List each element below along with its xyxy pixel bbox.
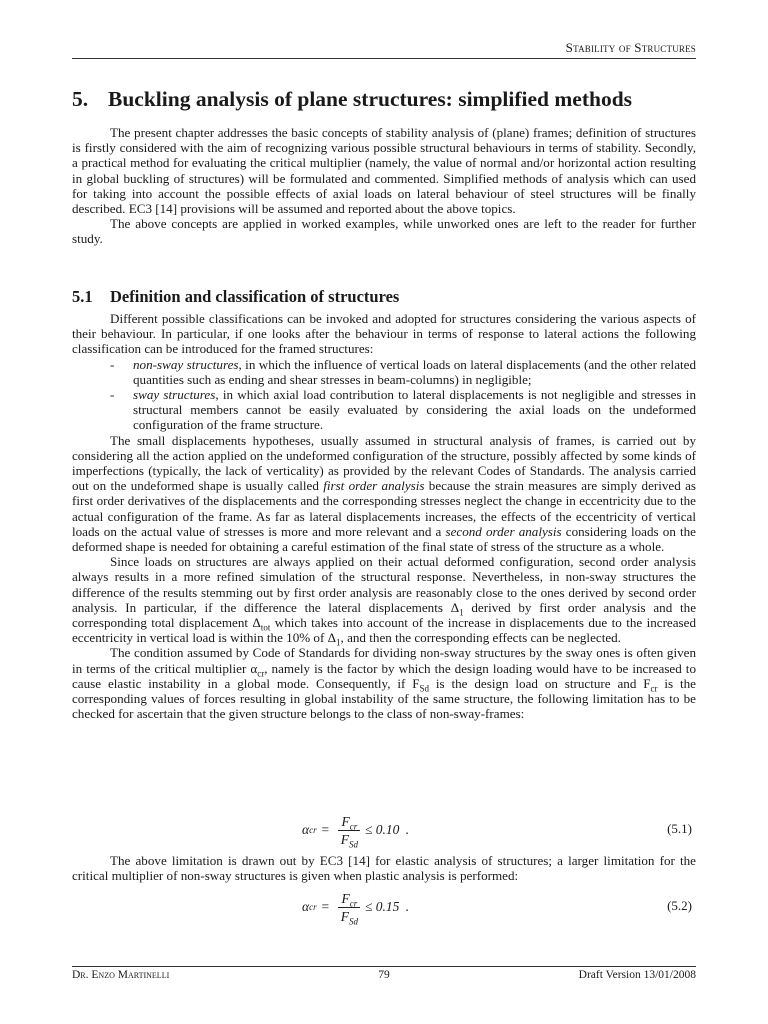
intro-paragraph-2: The above concepts are applied in worked examples, while unworked ones are left to the reader for further study. [72,216,696,247]
list-term: sway structures [133,387,216,403]
term-first-order: first order analysis [323,478,425,494]
section-number: 5.1 [72,287,93,306]
list-text: , in which axial load contribution to lateral displacements is not negligible and stresses in structural members cannot be easily evaluated by considering the axial loads on the undeformed configuration of the frame structure. [133,387,696,433]
list-item [72,387,696,433]
structure-classification-list [72,357,696,433]
term-second-order: second order analysis [445,523,562,539]
list-term: non-sway structures [133,356,239,372]
equation-number: (5.1) [667,821,692,836]
chapter-title [72,86,696,112]
fraction: $\frac{F_{cr}}{F_{Sd}}$ [338,814,361,847]
intro-block [72,125,696,247]
section-title-text: Definition and classification of structures [110,287,400,306]
footer-author: Dr. Enzo Martinelli [72,969,170,981]
body-paragraph-5: The above limitation is drawn out by EC3 [14] for elastic analysis of structures; a larger limitation for the critical multiplier of non-sway structures is given when plastic analysis is performed: [72,853,696,884]
equation-5-2 [72,885,696,929]
body-paragraph-2: The small displacements hypotheses, usually assumed in structural analysis of frames, is carried out by considering all the action applied on the undeformed configuration of the structure, possibly affected by some kinds of imperfections (typically, the lack of verticality) as provided by the relevant Codes of Standards. The analysis carried out on the undeformed shape is usually called first order analysis because the strain measures are simply derived as first order derivatives of the displacements and the corresponding stresses neglect the change in eccentricity due to the actual configuration of the frame. As far as lateral displacements increases, the effects of the eccentricity of vertical loads on the actual value of stresses is more and more relevant and a second order analysis considering loads on the deformed shape is needed for obtaining a careful estimation of the final state of stress of the structure as a whole. [72,432,696,555]
equation-5-1 [72,808,696,852]
equation-body: α cr = $\frac{F_{cr}}{F_{Sd}}$ ≤ 0.10 . [302,813,409,850]
fraction: $\frac{F_{cr}}{F_{Sd}}$ [338,891,361,924]
list-dash: - [110,356,115,372]
running-header: Stability of Structures [565,40,696,55]
body-paragraph-3: Since loads on structures are always applied on their actual deformed configuration, second order analysis always results in a more refined simulation of the structural response. Nevertheless, in non-sway structures the difference of the results stemming out by first order analysis are reasonably close to the ones derived by second order analysis. In particular, if the difference the lateral displacements $\Delta_1$ derived by first order analysis and the corresponding total displacement $\Delta_{tot}$ which takes into account of the increase in displacements due to the increased eccentricity in vertical load is within the 10% of $\Delta_1$, and then the corresponding effects can be neglected. [72,554,697,648]
list-dash: - [110,387,115,403]
footer-rule [72,966,696,967]
body-paragraph-4: The condition assumed by Code of Standards for dividing non-sway structures by the sway ones is often given in terms of the critical multiplier $\alpha_{cr}$, namely is the factor by which the design loading would have to be increased to cause elastic instability in a global mode. Consequently, if $F_{Sd}$ is the design load on structure and $F_{cr}$ is the corresponding values of forces resulting in global instability of the same structure, the following limitation has to be checked for ascertain that the given structure belongs to the class of non-sway-frames: [72,645,696,722]
body-paragraph-1: Different possible classifications can be invoked and adopted for structures considering the various aspects of their behaviour. In particular, if one looks after the behaviour in terms of response to lateral actions the following classification can be introduced for the framed structures: [72,311,696,357]
plastic-limit-block [72,853,696,883]
header-rule [72,58,696,59]
list-item [72,357,696,387]
chapter-title-text: Buckling analysis of plane structures: simplified methods [108,87,633,111]
section-body [72,311,696,721]
equation-body: α cr = $\frac{F_{cr}}{F_{Sd}}$ ≤ 0.15 . [302,890,409,927]
footer-version: Draft Version 13/01/2008 [578,969,696,981]
section-title [72,287,696,307]
equation-number: (5.2) [667,898,692,913]
intro-paragraph-1: The present chapter addresses the basic concepts of stability analysis of (plane) frames; definition of structures is firstly considered with the aim of recognizing various possible structural behaviours in terms of stability. Secondly, a practical method for evaluating the critical multiplier (namely, the value of normal and/or horizontal action resulting in global buckling of structures) will be formulated and commented. Simplified methods of analysis which can used for taking into account the possible effects of axial loads on lateral behaviour of steel structures will be finally described. EC3 [14] provisions will be assumed and reported about the above topics. [72,125,696,217]
chapter-number: 5. [72,87,89,111]
list-text: , in which the influence of vertical loads on lateral displacements (and the other related quantities such as ending and shear stresses in beam-columns) in negligible; [133,356,696,387]
page-number: 79 [378,969,390,981]
